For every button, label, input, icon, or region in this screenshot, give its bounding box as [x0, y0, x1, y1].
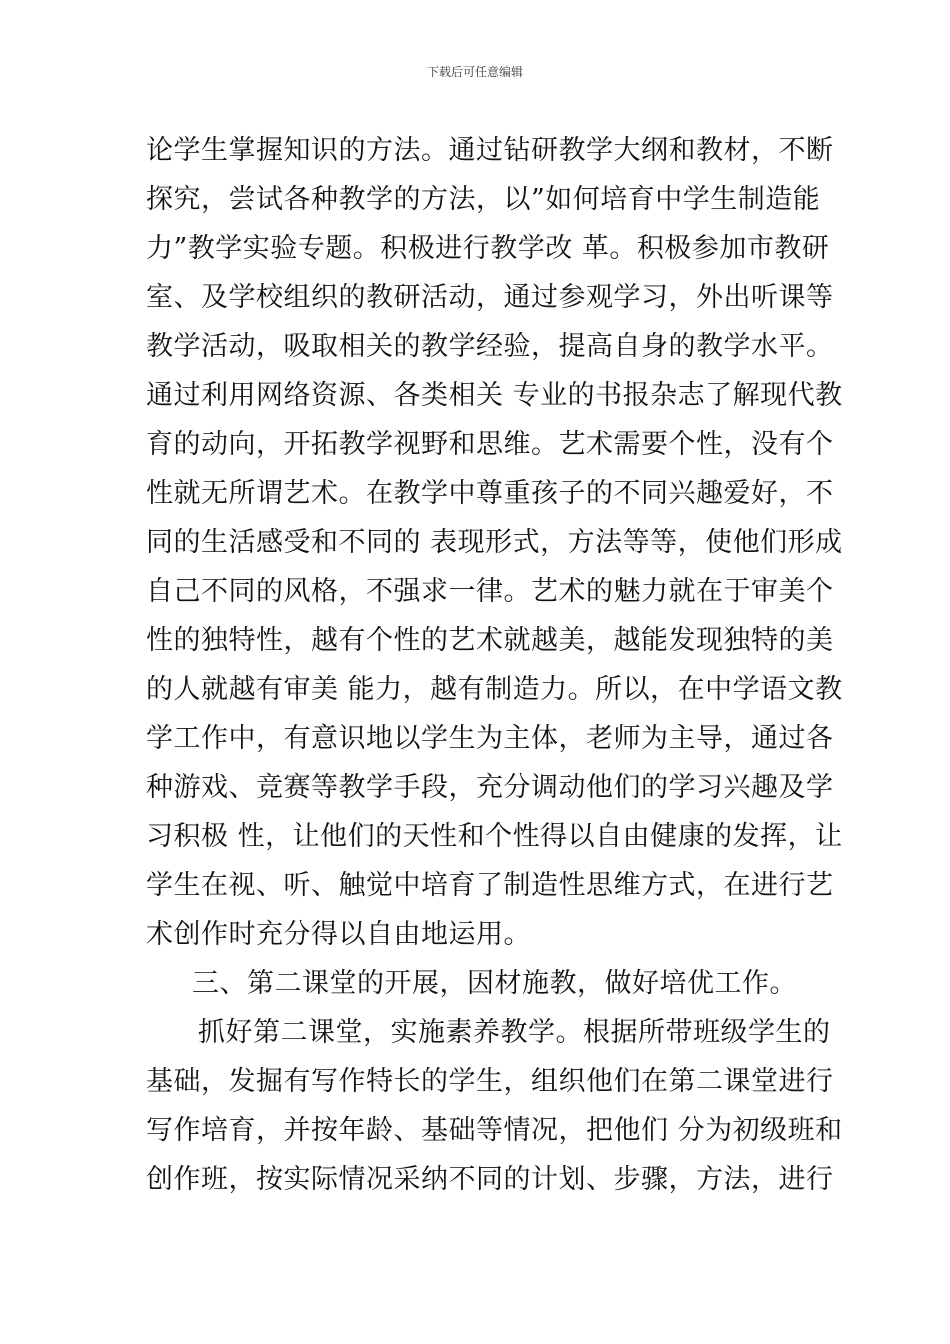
paragraph-first-line: 抓好第二课堂，实施素养教学。根据所带班级学生的	[198, 1017, 831, 1048]
page-header: 下载后可任意编辑	[426, 65, 523, 79]
text-line: 学生在视、听、触觉中培育了制造性思维方式，在进行艺	[146, 870, 834, 901]
text-line: 的人就越有审美 能力，越有制造力。所以，在中学语文教	[146, 674, 843, 705]
text-line: 学工作中，有意识地以学生为主体，老师为主导，通过各	[146, 723, 834, 754]
text-line: 习积极 性，让他们的天性和个性得以自由健康的发挥，让	[146, 821, 843, 852]
text-line: 同的生活感受和不同的 表现形式，方法等等，使他们形成	[146, 527, 843, 558]
text-line: 写作培育，并按年龄、基础等情况，把他们 分为初级班和	[146, 1115, 843, 1146]
text-line: 力”教学实验专题。积极进行教学改 革。积极参加市教研	[146, 233, 830, 264]
text-line: 探究，尝试各种教学的方法，以”如何培育中学生制造能	[146, 184, 821, 215]
section-heading: 三、第二课堂的开展，因材施教，做好培优工作。	[192, 968, 797, 999]
text-line: 基础，发掘有写作特长的学生，组织他们在第二课堂进行	[146, 1066, 834, 1097]
text-line: 创作班，按实际情况采纳不同的计划、步骤，方法，进行	[146, 1164, 834, 1195]
text-line: 种游戏、竞赛等教学手段，充分调动他们的学习兴趣及学	[146, 772, 834, 803]
body-text	[146, 126, 843, 1204]
text-line: 自己不同的风格，不强求一律。艺术的魅力就在于审美个	[146, 576, 834, 607]
text-line: 通过利用网络资源、各类相关 专业的书报杂志了解现代教	[146, 380, 843, 411]
text-line: 论学生掌握知识的方法。通过钻研教学大纲和教材，不断	[146, 135, 834, 166]
text-line: 性的独特性，越有个性的艺术就越美，越能发现独特的美	[146, 625, 834, 656]
text-line: 育的动向，开拓教学视野和思维。艺术需要个性，没有个	[146, 429, 834, 460]
text-line: 教学活动，吸取相关的教学经验，提高自身的教学水平。	[146, 331, 834, 362]
text-line: 室、及学校组织的教研活动，通过参观学习，外出听课等	[146, 282, 834, 313]
text-line: 性就无所谓艺术。在教学中尊重孩子的不同兴趣爱好，不	[146, 478, 834, 509]
text-line: 术创作时充分得以自由地运用。	[146, 919, 531, 950]
